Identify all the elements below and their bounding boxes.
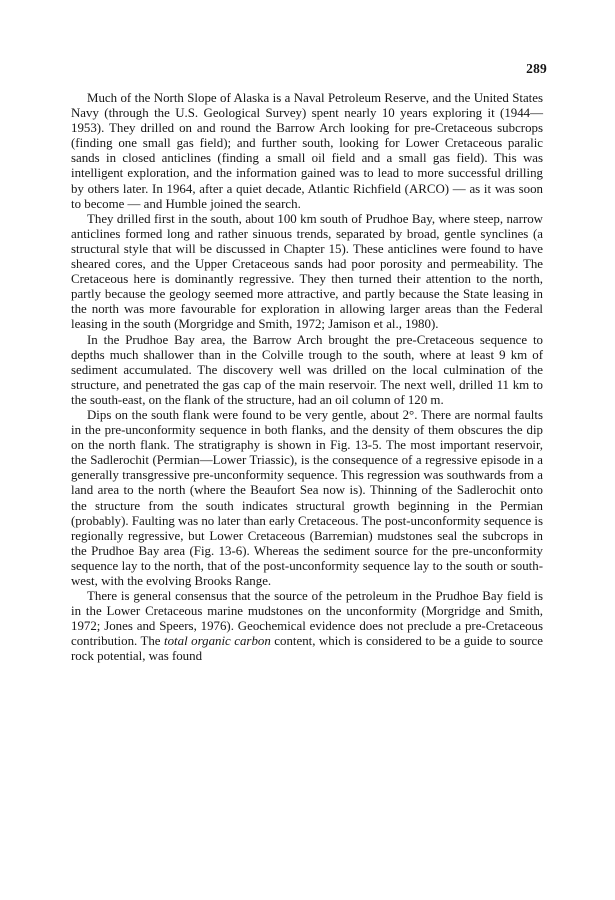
paragraph-naval-reserve-exploration: Much of the North Slope of Alaska is a Naval Petroleum Reserve, and the United States Navy (through the U.S. Geological Survey) spent nearly 10 years exploring it (1944—1953). They drilled on and round the Barrow Arch looking for pre-Cretaceous subcrops (finding one small gas field); and further south, looking for Lower Cretaceous paralic sands in closed anticlines (finding a small oil field and a small gas field). This was intelligent exploration, and the information gained was to lead to more successful drilling by others later. In 1964, after a quiet decade, Atlantic Richfield (ARCO) — as it was soon to become — and Humble joined the search. [71,91,543,211]
paragraph-petroleum-source [71,589,543,664]
page-number: 289 [526,61,547,76]
total-organic-carbon-emphasis: total organic carbon [164,634,271,649]
source-text-tail: content, which is considered to be a guide to source rock potential, was found [71,634,543,664]
body-text [71,91,543,665]
paragraph-prudhoe-bay-discovery: In the Prudhoe Bay area, the Barrow Arch brought the pre-Cretaceous sequence to depths much shallower than in the Colville trough to the south, where at least 9 km of sediment accumulated. The discovery well was drilled on the local culmination of the structure, and penetrated the gas cap of the main reservoir. The next well, drilled 11 km to the south-east, on the flank of the structure, had an oil column of 120 m. [71,332,543,407]
paragraph-stratigraphy: Dips on the south flank were found to be very gentle, about 2°. There are normal faults in the pre-unconformity sequence in both flanks, and the density of them obscures the dip on the north flank. The stratigraphy is shown in Fig. 13-5. The most important reservoir, the Sadlerochit (Permian—Lower Triassic), is the consequence of a regressive episode in a generally transgressive pre-unconformity sequence. This regression was southwards from a land area to the north (where the Beaufort Sea now is). Thinning of the Sadlerochit onto the structure from the south indicates structural growth beginning in the Permian (probably). Faulting was no later than early Cretaceous. The post-unconformity sequence is regionally regressive, but Lower Cretaceous (Barremian) mudstones seal the subcrops in the Prudhoe Bay area (Fig. 13-6). Whereas the sediment source for the pre-unconformity sequence lay to the north, that of the post-unconformity sequence lay to the south or southwest, with the evolving Brooks Range. [71,407,543,588]
paragraph-southern-drilling: They drilled first in the south, about 100 km south of Prudhoe Bay, where steep, narrow anticlines formed long and rather sinuous trends, separated by broad, gentle synclines (a structural style that will be discussed in Chapter 15). These anticlines were found to have sheared cores, and the Upper Cretaceous sands had poor porosity and permeability. The Cretaceous here is dominantly regressive. They then turned their attention to the north, partly because the geology seemed more attractive, and partly because the State leasing in the north was more favourable for exploration in allowing larger areas than the Federal leasing in the south (Morgridge and Smith, 1972; Jamison et al., 1980). [71,211,543,332]
source-text-lead: There is general consensus that the source of the petroleum in the Prudhoe Bay field is in the Lower Cretaceous marine mudstones on the unconformity (Morgridge and Smith, 1972; Jones and Speers, 1976). Geochemical evidence does not preclude a pre-Cretaceous contribution. The [71,589,543,649]
